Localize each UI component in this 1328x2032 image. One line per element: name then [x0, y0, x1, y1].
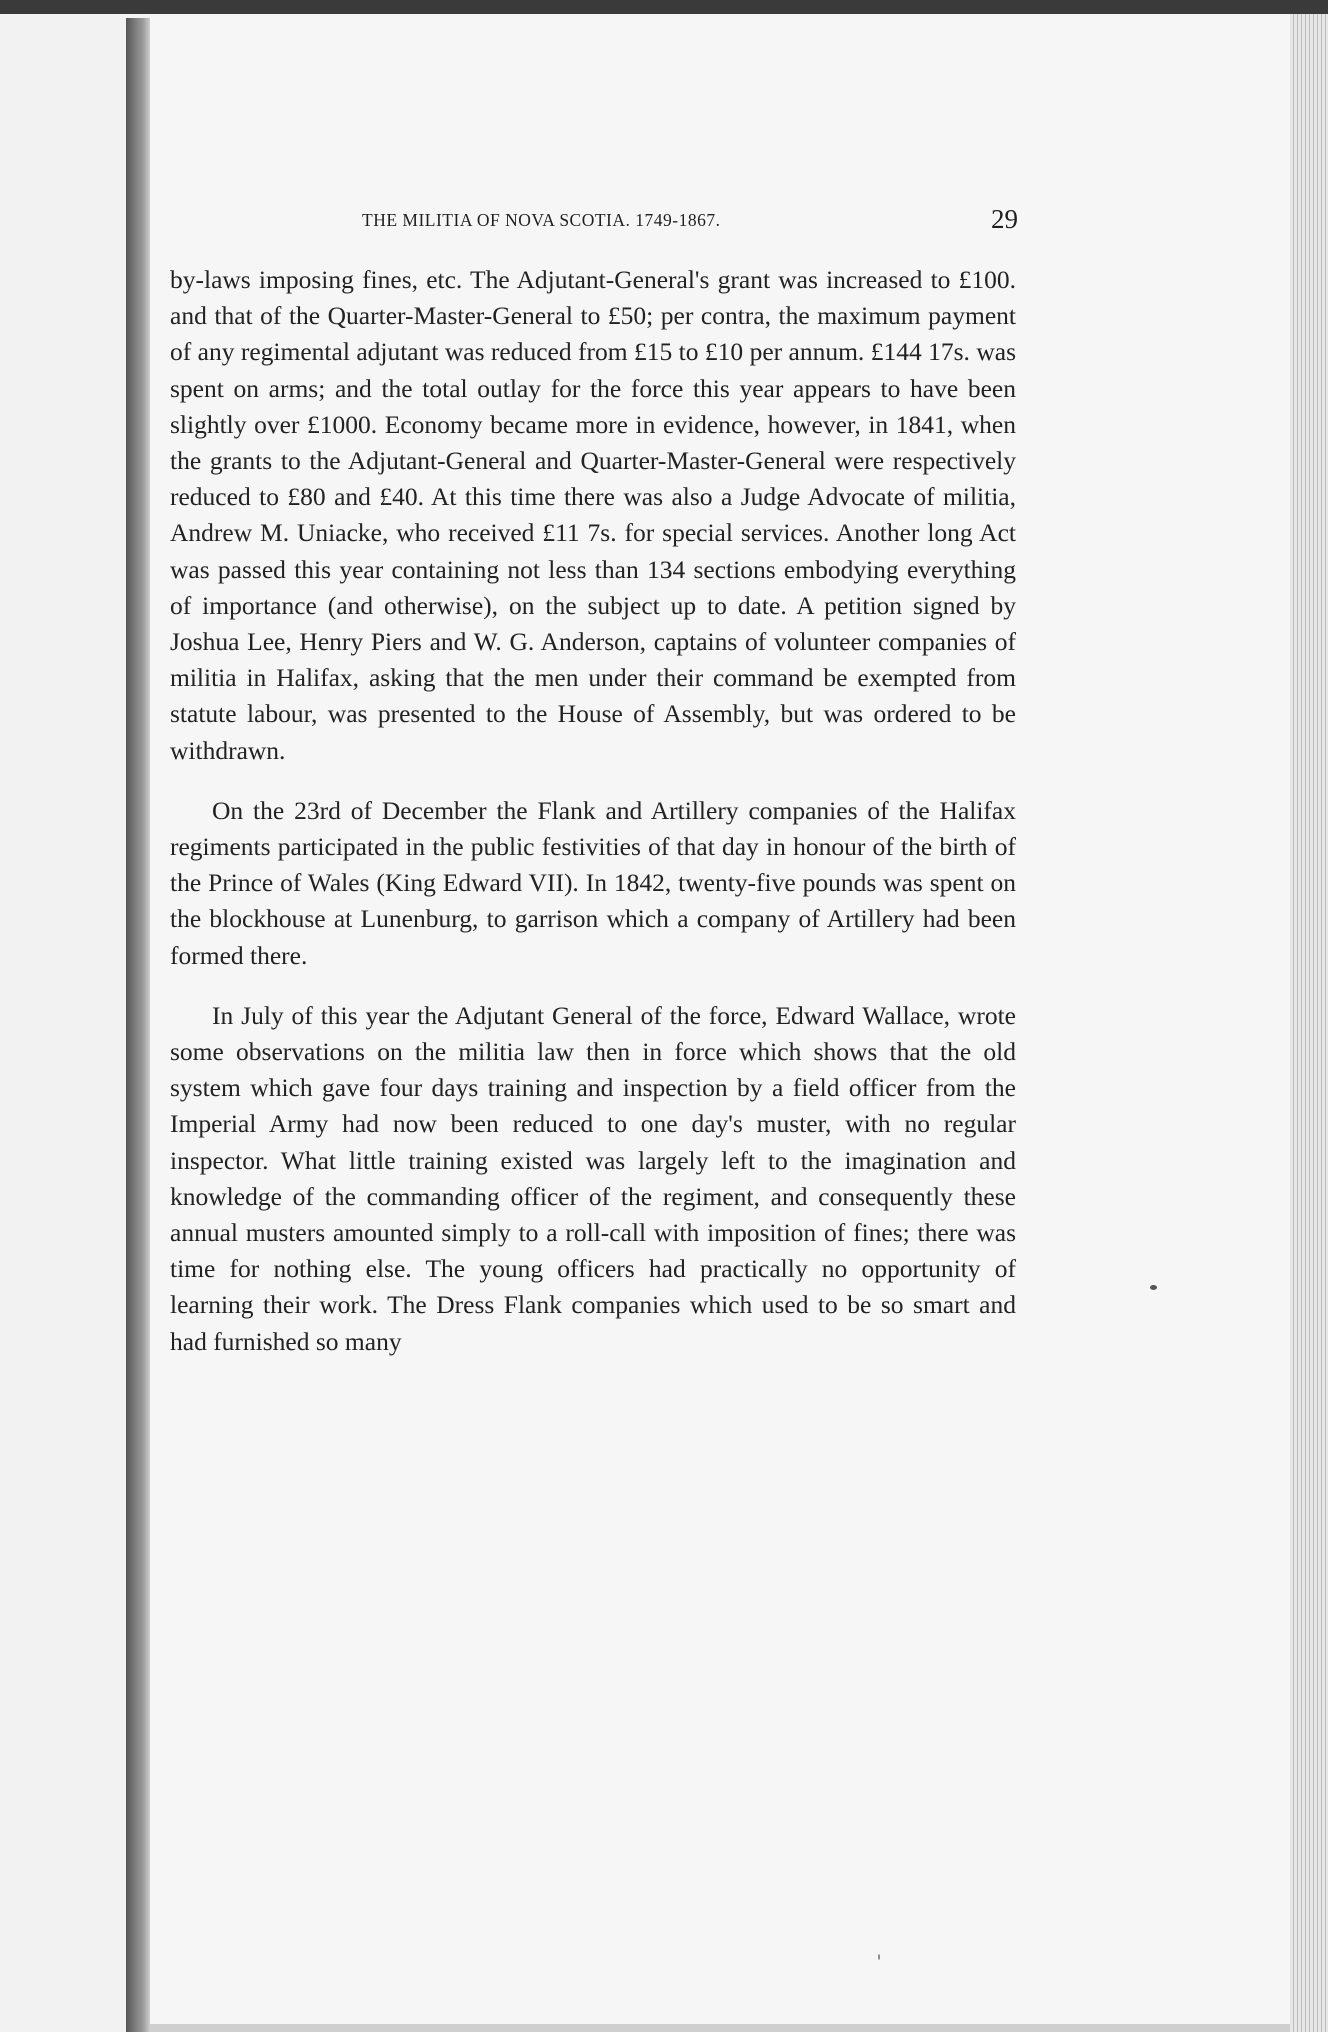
- book-gutter: [126, 18, 150, 2032]
- scan-speck: [1150, 1285, 1157, 1290]
- body-text: [170, 262, 1016, 1360]
- page-number: 29: [991, 204, 1018, 234]
- facing-page-edge: [0, 14, 126, 2032]
- scan-bottom-edge: [150, 2024, 1290, 2032]
- paragraph-1: by-laws imposing fines, etc. The Adjutant-General's grant was increased to £100. and that of the Quarter-Master-General to £50; per contra, the maximum payment of any regimental adjutant was reduced from £15 to £10 per annum. £144 17s. was spent on arms; and the total outlay for the force this year appears to have been slightly over £1000. Economy became more in evidence, however, in 1841, when the grants to the Adjutant-General and Quarter-Master-General were respectively reduced to £80 and £40. At this time there was also a Judge Advocate of militia, Andrew M. Uniacke, who received £11 7s. for special services. Another long Act was passed this year containing not less than 134 sections embodying everything of importance (and otherwise), on the subject up to date. A petition signed by Joshua Lee, Henry Piers and W. G. Anderson, captains of volunteer companies of militia in Halifax, asking that the men under their command be exempted from statute labour, was presented to the House of Assembly, but was ordered to be withdrawn.: [170, 265, 1016, 765]
- scan-speck: [878, 1954, 880, 1960]
- page-header: [172, 204, 1018, 244]
- page-stack-edge: [1290, 14, 1328, 2032]
- running-title: THE MILITIA OF NOVA SCOTIA. 1749-1867.: [362, 210, 721, 230]
- paragraph-3: In July of this year the Adjutant General of the force, Edward Wallace, wrote some observations on the militia law then in force which shows that the old system which gave four days training and inspection by a field officer from the Imperial Army had now been reduced to one day's muster, with no regular inspector. What little training existed was largely left to the imagination and knowledge of the commanding officer of the regiment, and consequently these annual musters amounted simply to a roll-call with imposition of fines; there was time for nothing else. The young officers had practically no opportunity of learning their work. The Dress Flank companies which used to be so smart and had furnished so many: [170, 1000, 1016, 1356]
- paragraph-2: On the 23rd of December the Flank and Artillery companies of the Halifax regiments participated in the public festivities of that day in honour of the birth of the Prince of Wales (King Edward VII). In 1842, twenty-five pounds was spent on the blockhouse at Lunenburg, to garrison which a company of Artillery had been formed there.: [170, 795, 1016, 970]
- scan-top-edge: [0, 0, 1328, 14]
